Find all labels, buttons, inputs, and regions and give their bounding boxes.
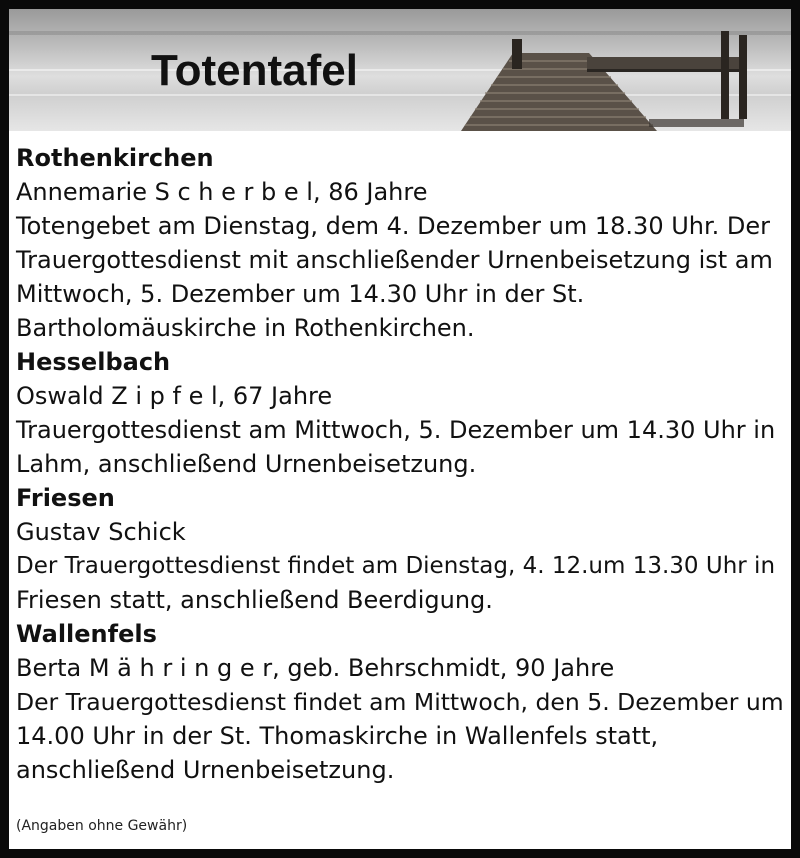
header-banner — [9, 9, 791, 131]
notice-line: anschließend Urnenbeisetzung. — [16, 756, 395, 784]
notice-entry — [16, 617, 788, 787]
notice-line: 14.00 Uhr in der St. Thomaskirche in Wallenfels statt, — [16, 722, 659, 750]
notice-line: Totengebet am Dienstag, dem 4. Dezember um 18.30 Uhr. Der — [16, 212, 771, 240]
notices-list — [16, 141, 788, 787]
notice-line: Der Trauergottesdienst findet am Mittwoch, den 5. Dezember um — [16, 688, 784, 716]
notice-entry — [16, 345, 788, 481]
jetty-photo — [9, 9, 791, 131]
notice-line: Der Trauergottesdienst findet am Dienstag, 4. 12.um 13.30 Uhr in — [16, 553, 776, 579]
notice-line: Mittwoch, 5. Dezember um 14.30 Uhr in der St. — [16, 280, 585, 308]
deceased-name: Gustav Schick — [16, 518, 186, 546]
town-heading: Friesen — [16, 484, 115, 512]
page-title: Totentafel — [151, 46, 358, 95]
town-heading: Rothenkirchen — [16, 144, 214, 172]
notice-line: Bartholomäuskirche in Rothenkirchen. — [16, 314, 475, 342]
disclaimer-note: (Angaben ohne Gewähr) — [16, 818, 188, 834]
town-heading: Hesselbach — [16, 348, 171, 376]
deceased-name: Annemarie S c h e r b e l, 86 Jahre — [16, 178, 428, 206]
deceased-name: Berta M ä h r i n g e r, geb. Behrschmidt, 90 Jahre — [16, 654, 615, 682]
notice-entry — [16, 481, 788, 617]
deceased-name: Oswald Z i p f e l, 67 Jahre — [16, 382, 333, 410]
notice-line: Trauergottesdienst am Mittwoch, 5. Dezember um 14.30 Uhr in — [16, 416, 776, 444]
notice-line: Friesen statt, anschließend Beerdigung. — [16, 586, 493, 614]
notice-line: Lahm, anschließend Urnenbeisetzung. — [16, 450, 477, 478]
town-heading: Wallenfels — [16, 620, 157, 648]
notice-line: Trauergottesdienst mit anschließender Urnenbeisetzung ist am — [16, 246, 773, 274]
notice-entry — [16, 141, 788, 345]
